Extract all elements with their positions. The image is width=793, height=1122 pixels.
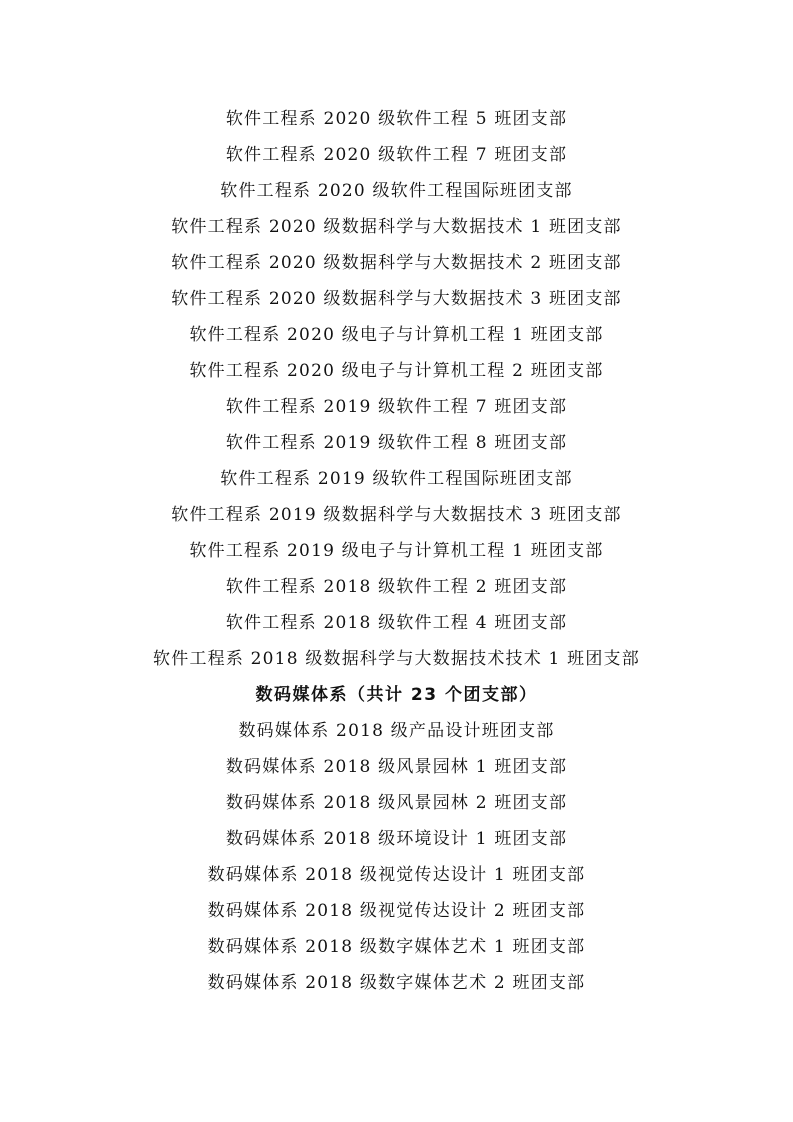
branch-line: 软件工程系 2018 级数据科学与大数据技术技术 1 班团支部 [153, 649, 640, 669]
branch-line: 软件工程系 2019 级软件工程国际班团支部 [220, 469, 573, 489]
branch-line: 软件工程系 2020 级软件工程 7 班团支部 [225, 145, 568, 165]
branch-line: 软件工程系 2020 级电子与计算机工程 1 班团支部 [189, 325, 604, 345]
branch-line: 软件工程系 2019 级软件工程 8 班团支部 [225, 433, 568, 453]
branch-line: 软件工程系 2019 级电子与计算机工程 1 班团支部 [189, 541, 604, 561]
branch-list [0, 101, 793, 1001]
branch-line: 数码媒体系 2018 级风景园林 2 班团支部 [225, 793, 568, 813]
branch-line: 软件工程系 2019 级软件工程 7 班团支部 [225, 397, 568, 417]
branch-line: 软件工程系 2018 级软件工程 2 班团支部 [225, 577, 568, 597]
branch-line: 软件工程系 2019 级数据科学与大数据技术 3 班团支部 [171, 505, 622, 525]
branch-line: 软件工程系 2020 级数据科学与大数据技术 2 班团支部 [171, 253, 622, 273]
branch-line: 数码媒体系 2018 级数字媒体艺术 2 班团支部 [207, 973, 586, 993]
branch-line: 数码媒体系 2018 级风景园林 1 班团支部 [225, 757, 568, 777]
branch-line: 软件工程系 2018 级软件工程 4 班团支部 [225, 613, 568, 633]
branch-line: 数码媒体系 2018 级视觉传达设计 2 班团支部 [207, 901, 586, 921]
section-heading: 数码媒体系（共计 23 个团支部） [255, 685, 538, 705]
branch-line: 软件工程系 2020 级软件工程国际班团支部 [220, 181, 573, 201]
branch-line: 软件工程系 2020 级数据科学与大数据技术 3 班团支部 [171, 289, 622, 309]
branch-line: 软件工程系 2020 级数据科学与大数据技术 1 班团支部 [171, 217, 622, 237]
branch-line: 软件工程系 2020 级电子与计算机工程 2 班团支部 [189, 361, 604, 381]
branch-line: 数码媒体系 2018 级产品设计班团支部 [238, 721, 555, 741]
branch-line: 数码媒体系 2018 级环境设计 1 班团支部 [225, 829, 568, 849]
branch-line: 数码媒体系 2018 级数字媒体艺术 1 班团支部 [207, 937, 586, 957]
branch-line: 数码媒体系 2018 级视觉传达设计 1 班团支部 [207, 865, 586, 885]
branch-line: 软件工程系 2020 级软件工程 5 班团支部 [225, 109, 568, 129]
